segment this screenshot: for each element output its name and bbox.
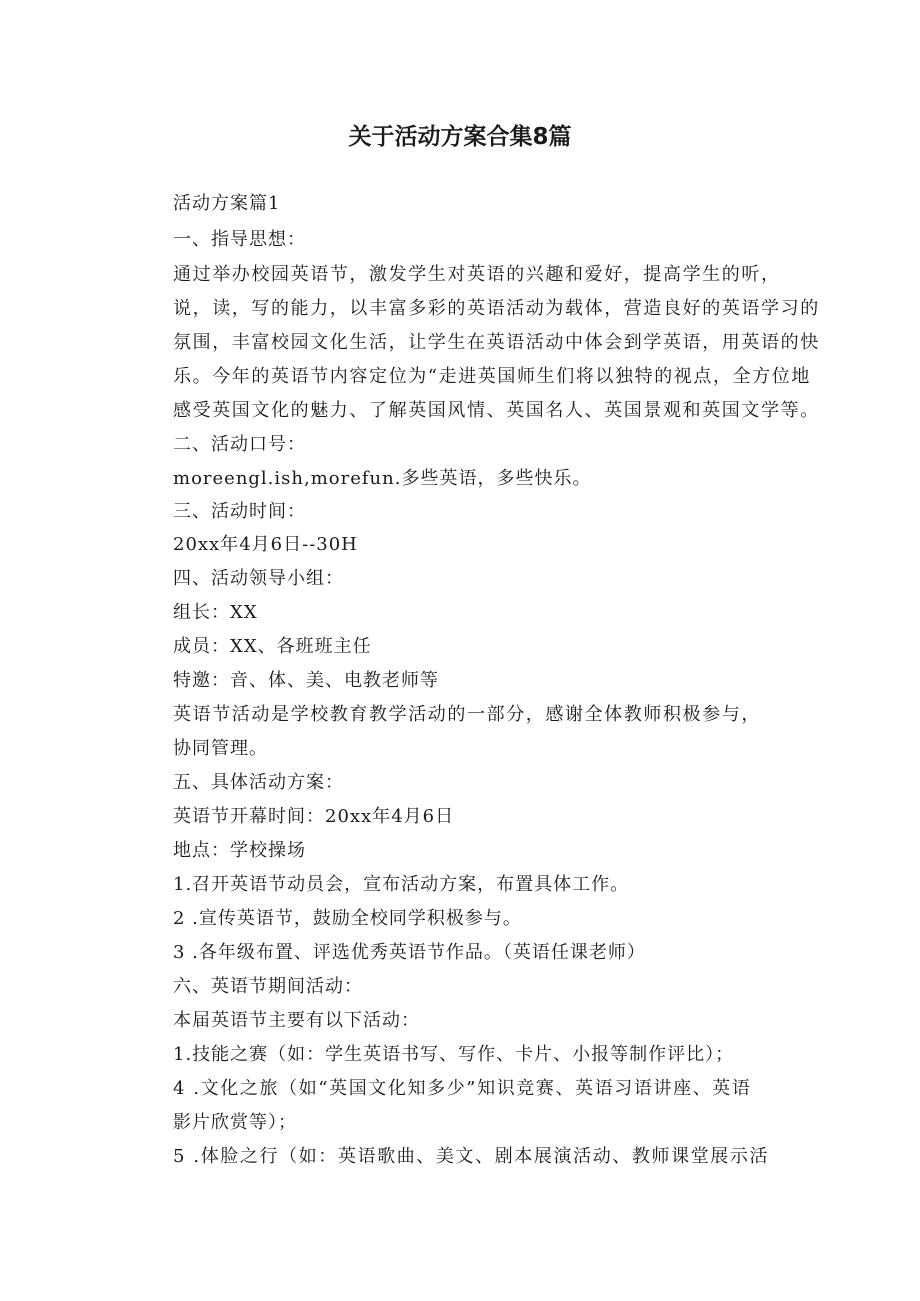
activity-date-text: 20xx年4月6日--30H [173, 534, 358, 555]
heading-guiding-thought: 一、指导思想： [173, 229, 306, 250]
heading-time: 三、活动时间： [173, 501, 306, 522]
list-item: 1.召开英语节动员会，宣布活动方案，布置具体工作。 [173, 874, 630, 895]
list-item: 3 .各年级布置、评选优秀英语节作品。（英语任课老师） [173, 942, 646, 963]
heading-leadership-group: 四、活动领导小组： [173, 568, 344, 589]
paragraph-line: 乐。今年的英语节内容定位为“走进英国师生们将以独特的视点，全方位地 [173, 366, 811, 387]
paragraph-line: 氛围，丰富校园文化生活，让学生在英语活动中体会到学英语，用英语的快 [173, 332, 820, 353]
members-text: 成员：XX、各班班主任 [173, 636, 372, 657]
paragraph-line: 本届英语节主要有以下活动： [173, 1010, 420, 1031]
heading-festival-activities: 六、英语节期间活动： [173, 976, 363, 997]
paragraph-line: 说，读，写的能力，以丰富多彩的英语活动为载体，营造良好的英语学习的 [173, 298, 820, 319]
heading-slogan: 二、活动口号： [173, 434, 306, 455]
opening-time-text: 英语节开幕时间：20xx年4月6日 [173, 806, 455, 827]
heading-detailed-plan: 五、具体活动方案： [173, 772, 344, 793]
list-item: 2 .宣传英语节，鼓励全校同学积极参与。 [173, 908, 522, 929]
section-heading-plan-1: 活动方案篇1 [173, 193, 281, 214]
document-title: 关于活动方案合集8篇 [348, 124, 572, 150]
paragraph-line: 协同管理。 [173, 738, 268, 759]
paragraph-line: 英语节活动是学校教育教学活动的一部分，感谢全体教师积极参与， [173, 704, 761, 725]
list-item: 4 .文化之旅（如“英国文化知多少”知识竞赛、英语习语讲座、英语 [173, 1078, 752, 1099]
paragraph-line: 影片欣赏等）； [173, 1112, 297, 1133]
location-text: 地点：学校操场 [173, 840, 306, 861]
slogan-text: moreengl.ish,morefun.多些英语，多些快乐。 [173, 468, 592, 489]
invited-text: 特邀：音、体、美、电教老师等 [173, 670, 439, 691]
leader-text: 组长：XX [173, 602, 258, 623]
list-item: 1.技能之赛（如：学生英语书写、写作、卡片、小报等制作评比）； [173, 1044, 735, 1065]
list-item: 5 .体脸之行（如：英语歌曲、美文、剧本展演活动、教师课堂展示活 [173, 1146, 770, 1167]
paragraph-line: 通过举办校园英语节，激发学生对英语的兴趣和爱好，提高学生的听， [173, 264, 781, 285]
paragraph-line: 感受英国文化的魅力、了解英国风情、英国名人、英国景观和英国文学等。 [173, 400, 820, 421]
